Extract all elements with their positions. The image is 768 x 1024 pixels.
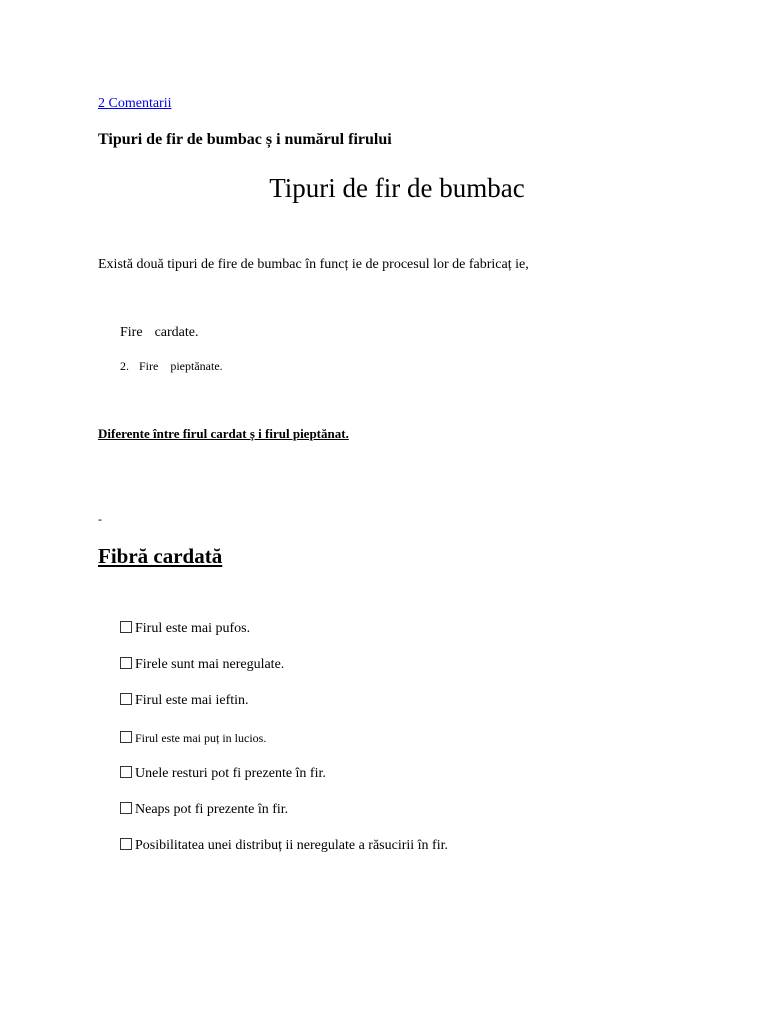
list-item-number: 2.	[120, 359, 129, 373]
bullet-item: Firul este mai ieftin.	[120, 693, 249, 709]
list-item-carded	[120, 325, 198, 341]
checkbox-glyph-icon	[120, 802, 132, 814]
bullet-item: Firele sunt mai neregulate.	[120, 657, 284, 673]
page-title: Tipuri de fir de bumbac	[269, 173, 525, 203]
differences-heading: Diferente între firul cardat ș i firul pieptănat.	[98, 426, 349, 441]
bullet-item: Firul este mai puț in lucios.	[120, 731, 266, 746]
checkbox-glyph-icon	[120, 621, 132, 633]
bullet-item: Unele resturi pot fi prezente în fir.	[120, 766, 326, 782]
checkbox-glyph-icon	[120, 731, 132, 743]
list-item-word: Fire	[139, 359, 159, 373]
checkbox-glyph-icon	[120, 838, 132, 850]
checkbox-glyph-icon	[120, 657, 132, 669]
bullet-item: Firul este mai pufos.	[120, 621, 250, 637]
bullet-item: Posibilitatea unei distribuț ii neregulate a răsucirii în fir.	[120, 838, 448, 854]
intro-paragraph: Există două tipuri de fire de bumbac în funcț ie de procesul lor de fabricaț ie,	[98, 257, 529, 272]
bullet-item: Neaps pot fi prezente în fir.	[120, 802, 288, 818]
list-item-combed	[120, 359, 223, 374]
separator-dash: -	[98, 512, 102, 526]
list-item-word: Fire	[120, 325, 143, 340]
comments-link[interactable]: 2 Comentarii	[98, 96, 172, 111]
checkbox-glyph-icon	[120, 693, 132, 705]
list-item-label: cardate.	[154, 325, 199, 340]
list-item-label: pieptănate.	[170, 359, 223, 373]
section-heading: Fibră cardată	[98, 544, 223, 568]
checkbox-glyph-icon	[120, 766, 132, 778]
document-subtitle: Tipuri de fir de bumbac ș i numărul firului	[98, 131, 392, 148]
